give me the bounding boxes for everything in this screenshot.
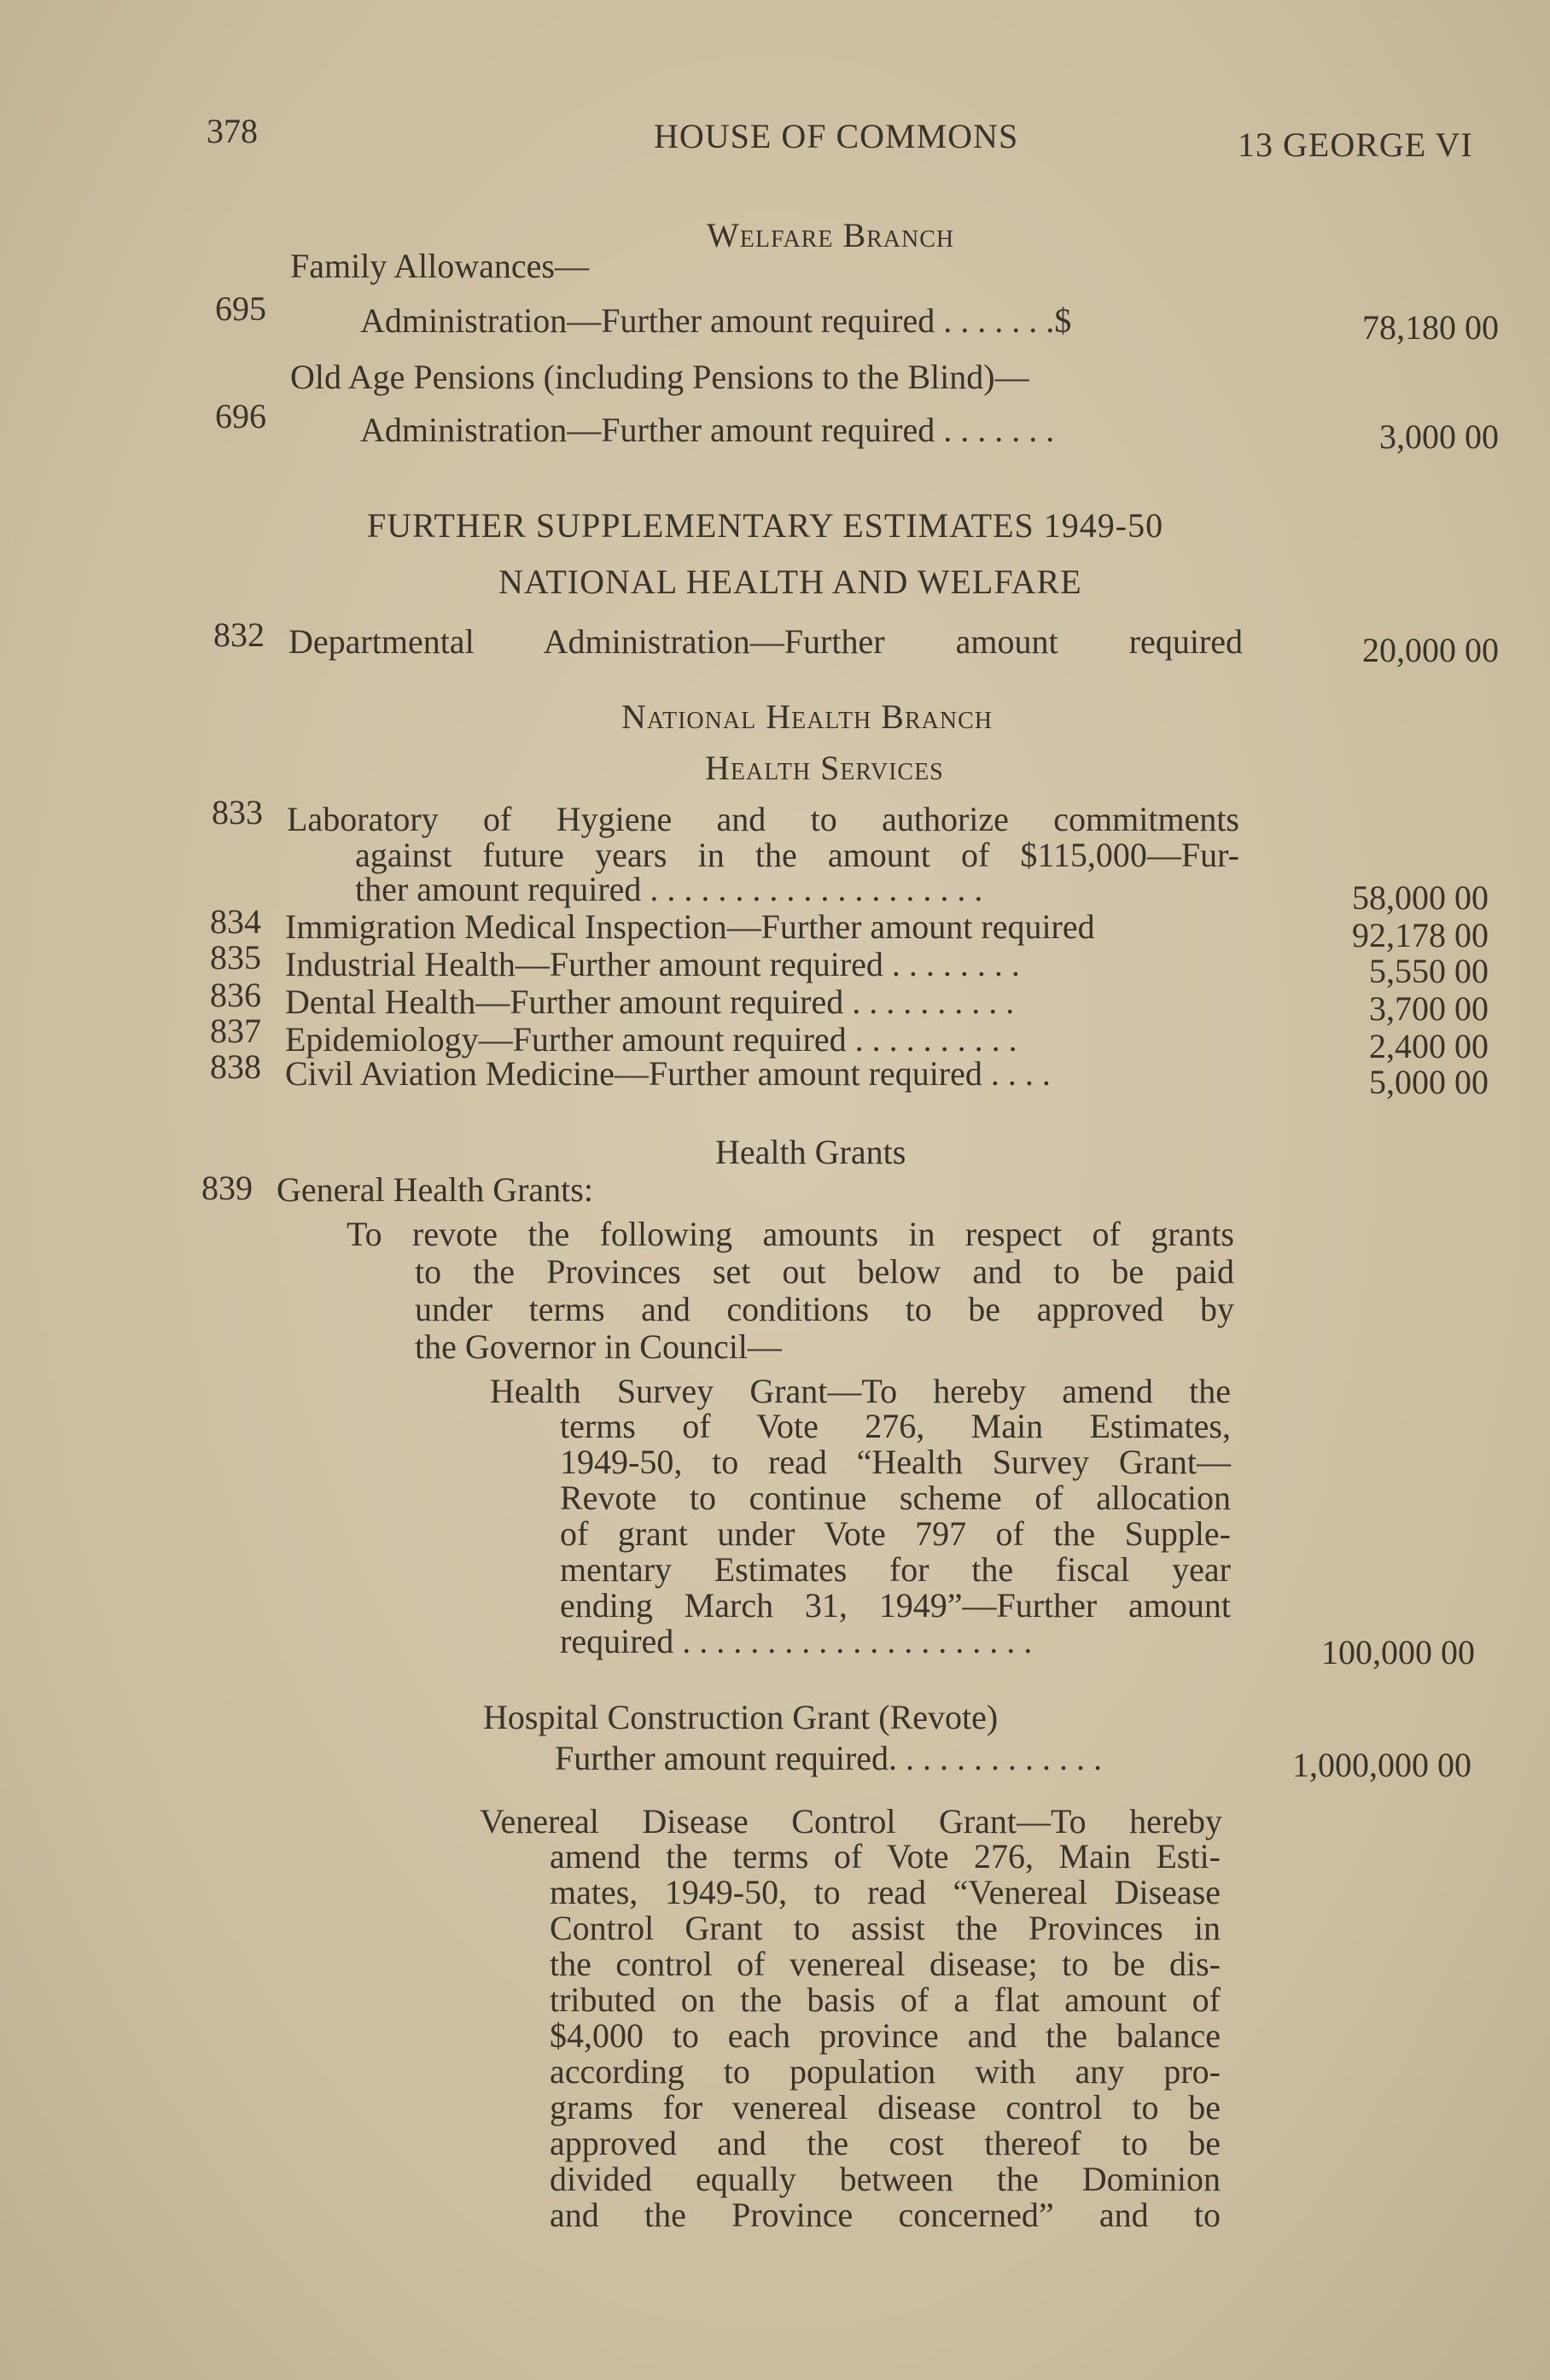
- item-description: Laboratory of Hygiene and to authorize commitments: [287, 800, 1239, 838]
- paragraph-line: the Governor in Council—: [415, 1327, 782, 1366]
- vote-number: 838: [210, 1047, 261, 1086]
- health-survey-grant: [490, 1373, 1231, 1410]
- health-grants-heading: Health Grants: [715, 1133, 906, 1171]
- venereal-disease-grant: [480, 1803, 1222, 1840]
- item-amount: 1,000,000 00: [1292, 1746, 1471, 1784]
- item-description: Civil Aviation Medicine—Further amount required . . . .: [285, 1054, 1051, 1093]
- item-amount: 78,180 00: [1362, 308, 1499, 347]
- paragraph-line: $4,000 to each province and the balance: [550, 2016, 1221, 2055]
- item-description: Dental Health—Further amount required . . . . . . . . . .: [285, 983, 1015, 1021]
- paragraph-line: Revote to continue scheme of allocation: [560, 1479, 1231, 1517]
- health-services-subheading: Health Services: [705, 749, 944, 787]
- venereal-disease-grant-continued: [550, 1839, 1221, 2233]
- item-description: Immigration Medical Inspection—Further amount required: [285, 907, 1095, 946]
- paragraph-line: required . . . . . . . . . . . . . . . . . . . . .: [560, 1622, 1033, 1660]
- item-amount: 100,000 00: [1321, 1633, 1475, 1671]
- paragraph-line: Control Grant to assist the Provinces in: [550, 1909, 1221, 1947]
- item-amount: 5,550 00: [1369, 952, 1489, 990]
- item-amount: 2,400 00: [1369, 1027, 1489, 1065]
- vote-number: 833: [212, 793, 263, 831]
- paragraph-line: under terms and conditions to be approved by: [415, 1290, 1234, 1328]
- item-description-continued: ther amount required . . . . . . . . . . . . . . . . . . . .: [355, 870, 983, 908]
- item-amount: 3,000 00: [1379, 417, 1499, 456]
- paragraph-line: terms of Vote 276, Main Estimates,: [560, 1407, 1231, 1445]
- paragraph-line: the control of venereal disease; to be dis-: [550, 1945, 1221, 1983]
- paragraph-line: to the Provinces set out below and to be paid: [415, 1252, 1234, 1291]
- paragraph-line: amend the terms of Vote 276, Main Esti-: [550, 1837, 1221, 1875]
- paragraph-line: mentary Estimates for the fiscal year: [560, 1550, 1231, 1589]
- item-description: Epidemiology—Further amount required . . . . . . . . . .: [285, 1020, 1017, 1059]
- hospital-construction-grant-label: Hospital Construction Grant (Revote): [483, 1698, 999, 1736]
- item-description: Administration—Further amount required . . . . . . .$: [360, 301, 1072, 340]
- paragraph-line: mates, 1949-50, to read “Venereal Disease: [550, 1873, 1221, 1911]
- vote-number: 696: [215, 397, 266, 435]
- item-description: Further amount required. . . . . . . . . . . . .: [555, 1739, 1102, 1777]
- paragraph-line: divided equally between the Dominion: [550, 2160, 1221, 2198]
- paragraph-line: To revote the following amounts in respect of grants: [347, 1215, 1234, 1253]
- vote-number: 836: [210, 976, 261, 1014]
- grants-intro-paragraph: [347, 1216, 1234, 1253]
- department-title: NATIONAL HEALTH AND WELFARE: [498, 563, 1082, 601]
- session-label: 13 GEORGE VI: [1238, 125, 1473, 164]
- item-amount: 20,000 00: [1362, 631, 1499, 669]
- paragraph-line: of grant under Vote 797 of the Supple-: [560, 1514, 1231, 1553]
- paragraph-line: grams for venereal disease control to be: [550, 2088, 1221, 2126]
- paragraph-line: according to population with any pro-: [550, 2052, 1221, 2091]
- item-description-continued: against future years in the amount of $115,000—Fur-: [355, 836, 1239, 874]
- item-amount: 58,000 00: [1352, 878, 1489, 917]
- vote-number: 695: [215, 289, 266, 328]
- paragraph-line: Venereal Disease Control Grant—To hereby: [480, 1802, 1222, 1840]
- welfare-branch-heading: Welfare Branch: [707, 216, 955, 254]
- vote-number: 834: [210, 902, 261, 941]
- paragraph-line: Health Survey Grant—To hereby amend the: [490, 1372, 1231, 1410]
- section-title: FURTHER SUPPLEMENTARY ESTIMATES 1949-50: [367, 506, 1164, 545]
- paragraph-line: approved and the cost thereof to be: [550, 2124, 1221, 2162]
- running-title: HOUSE OF COMMONS: [654, 117, 1019, 155]
- health-survey-grant-continued: [560, 1409, 1231, 1660]
- vote-number: 837: [210, 1012, 261, 1050]
- vote-number: 835: [210, 938, 261, 977]
- paragraph-line: and the Province concerned” and to: [550, 2196, 1221, 2234]
- vote-number: 832: [213, 615, 265, 654]
- page-number: 378: [207, 112, 258, 150]
- item-description: Administration—Further amount required . . . . . . .: [360, 411, 1055, 449]
- family-allowances-label: Family Allowances—: [290, 247, 589, 285]
- general-health-grants-label: General Health Grants:: [277, 1170, 593, 1209]
- grants-intro-paragraph-continued: [415, 1253, 1234, 1366]
- item-amount: 3,700 00: [1369, 989, 1489, 1028]
- item-description: Departmental Administration—Further amount required: [288, 622, 1243, 661]
- item-amount: 92,178 00: [1352, 916, 1489, 954]
- vote-number: 839: [201, 1169, 253, 1207]
- national-health-branch-heading: National Health Branch: [621, 697, 993, 736]
- item-amount: 5,000 00: [1369, 1063, 1489, 1101]
- item-description: Industrial Health—Further amount required . . . . . . . .: [285, 945, 1020, 983]
- old-age-pensions-label: Old Age Pensions (including Pensions to the Blind)—: [290, 358, 1029, 396]
- paragraph-line: 1949-50, to read “Health Survey Grant—: [560, 1443, 1231, 1481]
- paragraph-line: tributed on the basis of a flat amount of: [550, 1980, 1221, 2019]
- paragraph-line: ending March 31, 1949”—Further amount: [560, 1586, 1231, 1625]
